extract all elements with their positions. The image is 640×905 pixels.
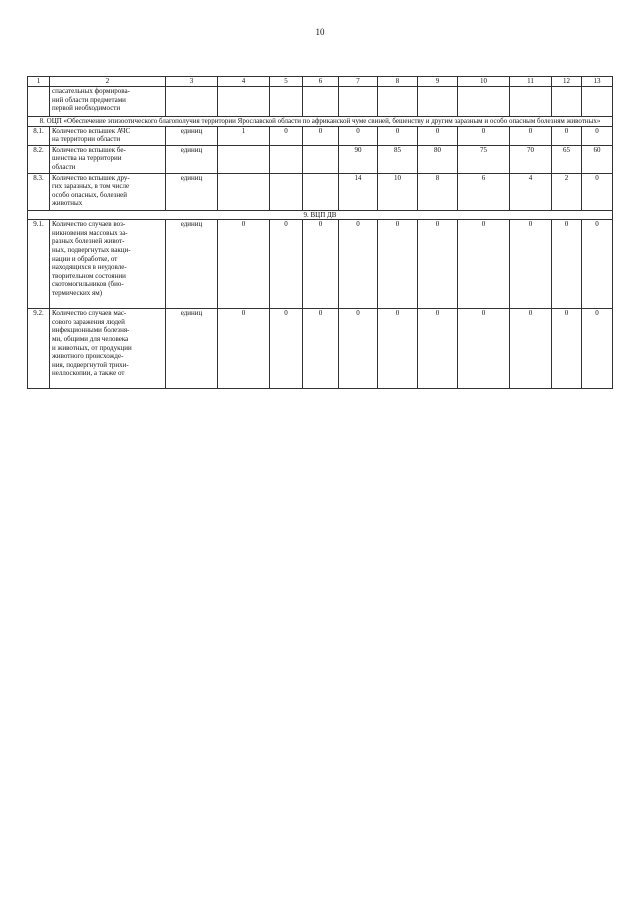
section-title: 9. ВЦП ДВ [28, 210, 613, 220]
row-number: 9.2. [28, 309, 50, 389]
row-name: Количество случаев мас- сового заражения людей инфекционными болезня- ми, общими для человека и животных, от продукции животного происхожде- ния, подвергнутой трихи- неллоскопии, а также от [50, 309, 166, 389]
column-header: 4 [218, 77, 270, 87]
section-row [28, 117, 613, 127]
value-cell: 0 [458, 309, 510, 389]
page-number: 10 [315, 27, 325, 37]
indicators-table [27, 76, 613, 389]
table-row [28, 173, 613, 210]
value-cell [552, 87, 582, 117]
row-unit: единиц [166, 145, 218, 173]
header-row [28, 77, 613, 87]
value-cell: 0 [418, 309, 458, 389]
column-header: 11 [510, 77, 552, 87]
value-cell: 90 [339, 145, 378, 173]
column-header: 7 [339, 77, 378, 87]
value-cell [582, 87, 613, 117]
row-name: спасательных формирова- ний области предметами первой необходимости [50, 87, 166, 117]
column-header: 10 [458, 77, 510, 87]
value-cell [270, 87, 303, 117]
table-row [28, 220, 613, 309]
row-unit: единиц [166, 126, 218, 145]
value-cell: 1 [218, 126, 270, 145]
table-row [28, 87, 613, 117]
column-header: 12 [552, 77, 582, 87]
value-cell: 0 [510, 309, 552, 389]
value-cell: 0 [218, 309, 270, 389]
value-cell: 0 [582, 309, 613, 389]
value-cell: 0 [303, 126, 339, 145]
value-cell: 0 [270, 126, 303, 145]
row-unit: единиц [166, 173, 218, 210]
value-cell: 0 [582, 173, 613, 210]
value-cell: 85 [378, 145, 418, 173]
section-title: 8. ОЦП «Обеспечение эпизоотического благополучия территории Ярославской области по африканской чуме свиней, бешенству и другим заразным и особо опасным болезням животных» [28, 117, 613, 127]
value-cell: 0 [458, 220, 510, 309]
row-number: 8.1. [28, 126, 50, 145]
column-header: 6 [303, 77, 339, 87]
value-cell: 70 [510, 145, 552, 173]
value-cell [270, 145, 303, 173]
value-cell: 0 [552, 126, 582, 145]
row-number: 8.2. [28, 145, 50, 173]
value-cell [218, 87, 270, 117]
row-unit: единиц [166, 220, 218, 309]
value-cell [339, 87, 378, 117]
section-row [28, 210, 613, 220]
value-cell [218, 173, 270, 210]
value-cell [303, 145, 339, 173]
value-cell [418, 87, 458, 117]
table-row [28, 126, 613, 145]
value-cell [458, 87, 510, 117]
value-cell [166, 87, 218, 117]
column-header: 8 [378, 77, 418, 87]
value-cell: 80 [418, 145, 458, 173]
column-header: 5 [270, 77, 303, 87]
column-header: 3 [166, 77, 218, 87]
row-number: 9.1. [28, 220, 50, 309]
value-cell: 14 [339, 173, 378, 210]
value-cell: 0 [339, 309, 378, 389]
value-cell: 60 [582, 145, 613, 173]
column-header: 9 [418, 77, 458, 87]
value-cell [303, 87, 339, 117]
value-cell [510, 87, 552, 117]
value-cell: 8 [418, 173, 458, 210]
row-name: Количество вспышек АЧС на территории области [50, 126, 166, 145]
value-cell: 0 [582, 126, 613, 145]
value-cell: 0 [378, 309, 418, 389]
row-number: 8.3. [28, 173, 50, 210]
value-cell: 0 [303, 220, 339, 309]
value-cell: 0 [418, 220, 458, 309]
value-cell [378, 87, 418, 117]
value-cell: 0 [510, 126, 552, 145]
value-cell: 0 [552, 309, 582, 389]
value-cell: 0 [218, 220, 270, 309]
column-header: 13 [582, 77, 613, 87]
table-row [28, 309, 613, 389]
value-cell: 65 [552, 145, 582, 173]
value-cell: 75 [458, 145, 510, 173]
table-body [28, 77, 613, 389]
value-cell: 0 [418, 126, 458, 145]
value-cell: 0 [510, 220, 552, 309]
row-unit: единиц [166, 309, 218, 389]
value-cell: 0 [582, 220, 613, 309]
table-row [28, 145, 613, 173]
value-cell [218, 145, 270, 173]
value-cell [270, 173, 303, 210]
value-cell: 4 [510, 173, 552, 210]
value-cell: 6 [458, 173, 510, 210]
value-cell: 2 [552, 173, 582, 210]
row-name: Количество вспышек бе- шенства на территории области [50, 145, 166, 173]
value-cell: 0 [303, 309, 339, 389]
row-number [28, 87, 50, 117]
row-name: Количество вспышек дру- гих заразных, в том числе особо опасных, болезней животных [50, 173, 166, 210]
value-cell: 10 [378, 173, 418, 210]
value-cell: 0 [270, 309, 303, 389]
value-cell: 0 [270, 220, 303, 309]
value-cell: 0 [339, 126, 378, 145]
row-name: Количество случаев воз- никновения массовых за- разных болезней живот- ных, подвергнутых вакци- нации и обработке, от находящихся в неудовле- творительном состоянии скотомогильников (био- термических ям) [50, 220, 166, 309]
column-header: 2 [50, 77, 166, 87]
value-cell [303, 173, 339, 210]
value-cell: 0 [339, 220, 378, 309]
value-cell: 0 [552, 220, 582, 309]
value-cell: 0 [378, 126, 418, 145]
value-cell: 0 [378, 220, 418, 309]
column-header: 1 [28, 77, 50, 87]
value-cell: 0 [458, 126, 510, 145]
